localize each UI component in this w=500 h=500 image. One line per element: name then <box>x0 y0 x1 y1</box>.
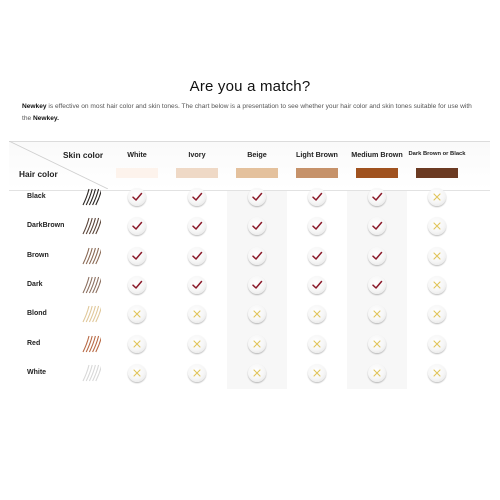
hair-color-row-label: Red <box>27 339 41 347</box>
check-icon <box>248 276 266 294</box>
check-icon <box>368 276 386 294</box>
cross-icon <box>428 217 446 235</box>
cross-icon <box>308 364 326 382</box>
cross-icon <box>308 305 326 323</box>
hair-strand-icon <box>81 305 101 323</box>
compatibility-chart <box>9 141 490 389</box>
hair-strand-icon <box>81 335 101 353</box>
check-icon <box>308 276 326 294</box>
column-header: Medium Brown <box>351 150 403 159</box>
skin-swatch <box>296 168 338 178</box>
check-icon <box>188 188 206 206</box>
check-icon <box>128 247 146 265</box>
cross-icon <box>428 188 446 206</box>
check-icon <box>128 188 146 206</box>
cross-icon <box>188 364 206 382</box>
hair-color-row-label: Blond <box>27 310 47 318</box>
skin-swatch <box>416 168 458 178</box>
check-icon <box>188 276 206 294</box>
cross-icon <box>428 247 446 265</box>
skin-swatch <box>236 168 278 178</box>
check-icon <box>248 247 266 265</box>
hair-color-row-label: Dark <box>27 280 43 288</box>
check-icon <box>128 217 146 235</box>
skin-swatch <box>176 168 218 178</box>
cross-icon <box>368 335 386 353</box>
column-header: Ivory <box>188 150 206 159</box>
hair-strand-icon <box>81 364 101 382</box>
check-icon <box>248 188 266 206</box>
intro-body: is effective on most hair color and skin tones. The chart below is a presentation to see whether your hair color and skin tones suitable for use with the <box>22 103 472 122</box>
cross-icon <box>248 335 266 353</box>
skin-swatch <box>116 168 158 178</box>
check-icon <box>308 217 326 235</box>
cross-icon <box>188 305 206 323</box>
column-header: Light Brown <box>296 150 338 159</box>
check-icon <box>368 247 386 265</box>
cross-icon <box>248 305 266 323</box>
page-title: Are you a match? <box>189 78 311 95</box>
hair-color-label: Hair color <box>19 169 58 179</box>
check-icon <box>308 247 326 265</box>
cross-icon <box>188 335 206 353</box>
hair-color-row-label: White <box>27 368 47 376</box>
cross-icon <box>368 305 386 323</box>
skin-swatch <box>356 168 398 178</box>
intro-text <box>22 101 482 125</box>
hair-strand-icon <box>81 247 101 265</box>
header-diagonal <box>9 141 108 189</box>
skin-color-label: Skin color <box>63 150 104 160</box>
intro-brand-end: Newkey. <box>33 115 59 122</box>
check-icon <box>248 217 266 235</box>
cross-icon <box>308 335 326 353</box>
check-icon <box>128 276 146 294</box>
check-icon <box>368 188 386 206</box>
hair-color-row-label: Black <box>27 193 46 200</box>
hair-strand-icon <box>81 217 101 235</box>
cross-icon <box>428 335 446 353</box>
cross-icon <box>428 364 446 382</box>
column-header: Beige <box>247 150 267 159</box>
cross-icon <box>368 364 386 382</box>
check-icon <box>308 188 326 206</box>
cross-icon <box>428 305 446 323</box>
check-icon <box>368 217 386 235</box>
cross-icon <box>248 364 266 382</box>
cross-icon <box>128 305 146 323</box>
cross-icon <box>428 276 446 294</box>
column-header: White <box>127 150 147 159</box>
column-header: Dark Brown or Black <box>408 151 466 157</box>
hair-strand-icon <box>81 276 101 294</box>
cross-icon <box>128 335 146 353</box>
cross-icon <box>128 364 146 382</box>
hair-color-row-label: DarkBrown <box>27 222 65 230</box>
hair-strand-icon <box>81 188 101 206</box>
hair-color-row-label: Brown <box>27 251 49 259</box>
check-icon <box>188 247 206 265</box>
check-icon <box>188 217 206 235</box>
intro-brand: Newkey <box>22 103 47 110</box>
